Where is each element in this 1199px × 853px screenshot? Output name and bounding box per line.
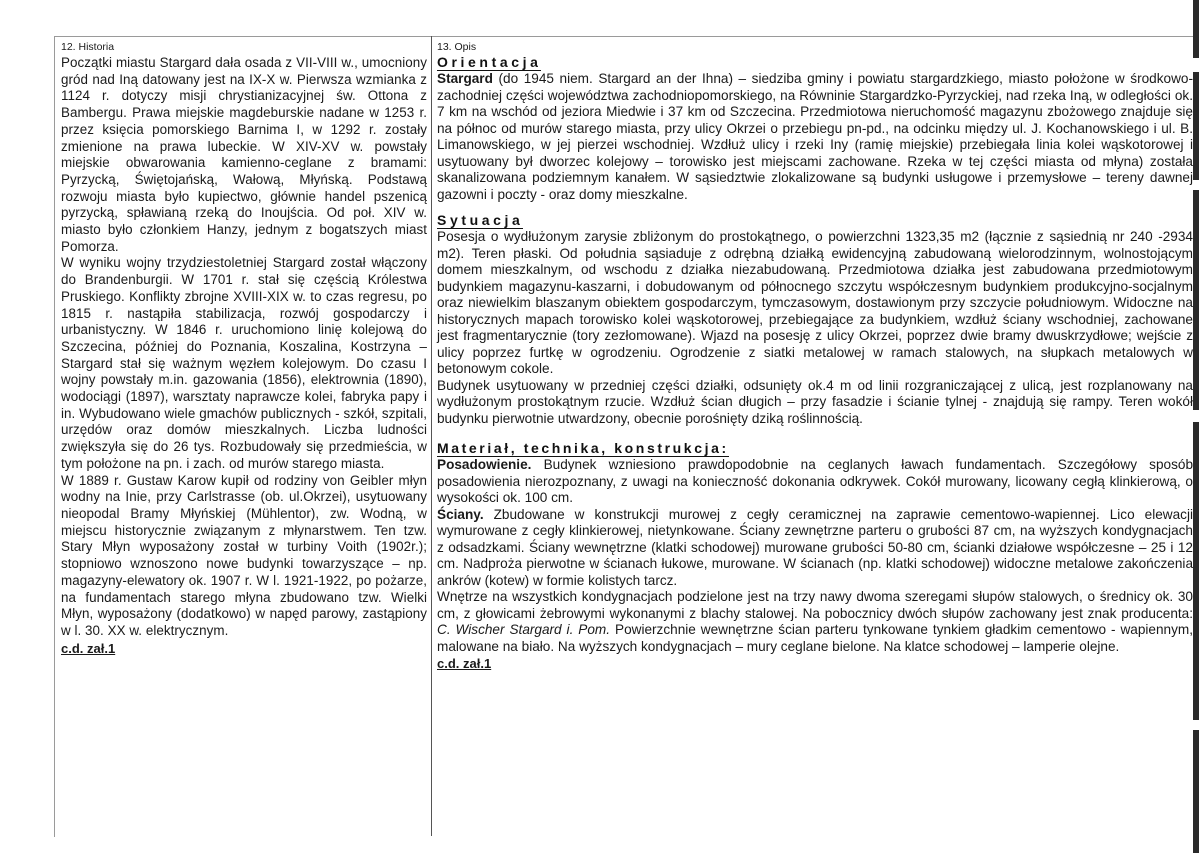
section-number-description: 13. Opis	[437, 41, 477, 53]
orientacja-lead: Stargard	[437, 71, 493, 86]
orientacja-paragraph	[437, 71, 1193, 203]
wnetrze-paragraph	[437, 589, 1193, 655]
posadowienie-paragraph	[437, 457, 1193, 507]
sciany-paragraph	[437, 507, 1193, 590]
history-paragraph-1: Początki miastu Stargard dała osada z VII-VIII w., umocniony gród nad Iną datowany jest na IX-X w. Pierwsza wzmianka z 1124 r. dotyczy misji chrystianizacyjnej św. Ottona z Bambergu. Prawa miejskie magdeburskie nadane w 1253 r. przez księcia pomorskiego Barnima I, w 1292 r. zostały zmienione na prawa lubeckie. W XIV-XV w. powstały miejskie obwarowania kamienno-ceglane z bramami: Pyrzycką, Świętojańską, Wałową, Młyńską. Podstawą rozwoju miasta było kupiectwo, głównie handel pszenicą pyrzycką, spławianą rzeką do Inoujścia. Od poł. XIV w. miasto było członkiem Hanzy, jednym z bogatszych miast Pomorza.	[61, 55, 427, 254]
heading-orientacja: Orientacja	[437, 54, 542, 70]
history-paragraph-3: W 1889 r. Gustaw Karow kupił od rodziny von Geibler młyn wodny na Inie, przy Carlstrasse (ob. ul.Okrzei), usytuowany nieopodal Bramy Młyńskiej (Mühlentor), zw. Wodną, w miejscu historycznie związanym z młynarstwem. Ten tzw. Stary Młyn wyposażony został w turbiny Voith (1902r.); stopniowo wznoszono nowe budynki towarzyszące – np. magazyny-elewatory ok. 1907 r. W l. 1921-1922, po pożarze, na fundamentach starego młyna zbudowano tzw. Wielki Młyn, wyposażony (dodatkowo) w napęd parowy, zastąpiony w l. 30. XX w. elektrycznym.	[61, 472, 427, 638]
history-paragraph-2: W wyniku wojny trzydziestoletniej Stargard został włączony do Brandenburgii. W 1701 r. stał się częścią Królestwa Pruskiego. Konflikty zbrojne XVIII-XIX w. to czas regresu, po 1815 r. nastąpiła stabilizacja, rozwój gospodarczy i urbanistyczny. W 1846 r. uruchomiono linię kolejową do Szczecina, później do Poznania, Koszalina, Kostrzyna – Stargard stał się ważnym węzłem kolejowym. Do czasu I wojny powstały m.in. gazowania (1856), elektrownia (1890), wodociągi (1897), warsztaty naprawcze kolei, fabryka papy i in. Wybudowano wiele gmachów publicznych - szkół, szpitali, urzędów oraz domów mieszkalnych. Liczba ludności zwiększyła się do 26 tys. Rozbudowały się przedmieścia, w tym położone na pn. i zach. od murów starego miasta.	[61, 255, 427, 471]
continuation-note-left: c.d. zał.1	[61, 640, 116, 656]
sciany-text: Zbudowane w konstrukcji murowej z cegły ceramicznej na zaprawie cementowo-wapiennej. Lico elewacji wymurowane z cegły klinkierowej, nietynkowane. Ściany zewnętrzne parteru o grubości 87 cm, na wyższych kondygnacjach z odsadzkami. Ściany wewnętrzne (klatki schodowej) murowane grubości 50-80 cm, ścianki działowe współczesne – 25 i 12 cm. Nadproża pierwotne w ścianach łukowe, murowane. W ścianach (np. klatki schodowej) widoczne metalowe zakończenia ankrów (kotew) w formie kolistych tarcz.	[437, 506, 1194, 588]
manufacturer-mark: C. Wischer Stargard i. Pom.	[437, 622, 611, 637]
sciany-lead: Ściany.	[437, 506, 484, 522]
history-column	[61, 38, 427, 657]
scan-edge	[1193, 0, 1199, 853]
heading-sytuacja: Sytuacja	[437, 212, 524, 228]
wnetrze-text-2: Powierzchnie wewnętrzne ścian parteru tynkowane tynkiem gładkim cementowo - wapiennym, malowane na biało. Na wyższych kondygnacjach – mury ceglane bielone. Na klatce schodowej – lamperie olejne.	[437, 622, 1193, 654]
orientacja-text: (do 1945 niem. Stargard an der Ihna) – siedziba gminy i powiatu stargardzkiego, miasto położone w środkowo-zachodniej części województwa zachodniopomorskiego, na Równinie Stargardzko-Pyrzyckiej, nad rzeka Iną, w odległości ok. 7 km na wschód od jeziora Miedwie i 37 km od Szczecina. Przedmiotowa nieruchomość magazynu zbożowego znajduje się na północ od murów starego miasta, przy ulicy Okrzei o przebiegu pn-pd., na odcinku między ul. J. Kochanowskiego i ul. B. Limanowskiego, w jej pierzei wschodniej. Wzdłuż ulicy i rzeki Iny (ramię miejskie) przebiegała linia kolei wąskotorowej i usytuowany był dworzec kolejowy – torowisko jest miejscami zachowane. Rzeka w tej części miasta od młyna) została skanalizowana podziemnym kanałem. W sąsiedztwie zlokalizowane są budynki usługowe i przemysłowe – tereny dawnej gazowni i poczty - oraz domy mieszkalne.	[437, 71, 1193, 202]
wnetrze-text-1: Wnętrze na wszystkich kondygnacjach podzielone jest na trzy nawy dwoma szeregami słupów stalowych, o średnicy ok. 30 cm, z głowicami żebrowymi wykonanymi z blachy stalowej. Na pobocznicy dwóch słupów zachowany jest znak producenta:	[437, 589, 1193, 621]
posadowienie-text: Budynek wzniesiono prawdopodobnie na ceglanych ławach fundamentach. Szczegółowy sposób posadowienia nierozpoznany, z uwagi na konieczność dokonania odkrywek. Cokół murowany, licowany cegłą klinkierową, o wysokości ok. 100 cm.	[437, 457, 1194, 505]
heading-material: Materiał, technika, konstrukcja:	[437, 440, 729, 456]
continuation-note-right: c.d. zał.1	[437, 656, 492, 671]
sytuacja-paragraph-1: Posesja o wydłużonym zarysie zbliżonym do prostokątnego, o powierzchni 1323,35 m2 (łącznie z sąsiednią nr 240 -2934 m2). Teren płaski. Od południa sąsiaduje z odrębną działką ewidencyjną zabudowaną wielorodzinnym, wolnostojącym domem mieszkalnym, od wschodu z działka niezabudowaną. Przedmiotowa działka jest zabudowana przedmiotowym budynkiem magazynu-kaszarni, i dobudowanym od północnego szczytu współczesnym budynkiem produkcyjno-socjalnym oraz niewielkim blaszanym obiektem gospodarczym, tymczasowym, dostawionym przy szczycie południowym. Widoczne na historycznych mapach torowisko kolei wąskotorowej, przebiegające za budynkiem, wzdłuż ściany wschodniej, zachowane jest fragmentarycznie (tory zezłomowane). Wjazd na posesję z ulicy Okrzei, poprzez dwie bramy dwuskrzydłowe; wejście z ulicy poprzez furtkę w ogrodzeniu. Ogrodzenie z siatki metalowej w ramach stalowych, na słupkach metalowych w betonowym cokole.	[437, 229, 1193, 376]
description-column	[437, 38, 1193, 672]
posadowienie-lead: Posadowienie.	[437, 457, 532, 472]
section-number-history: 12. Historia	[61, 41, 115, 53]
column-divider	[431, 36, 432, 836]
sytuacja-paragraph-2: Budynek usytuowany w przedniej części działki, odsunięty ok.4 m od linii rozgraniczającej z ulicą, jest rozplanowany na wydłużonym prostokątnym rzucie. Wzdłuż ścian długich – przy fasadzie i ścianie tylnej - znajdują się rampy. Teren wokół budynku pierwotnie utwardzony, obecnie porośnięty dziką roślinnością.	[437, 377, 1193, 426]
